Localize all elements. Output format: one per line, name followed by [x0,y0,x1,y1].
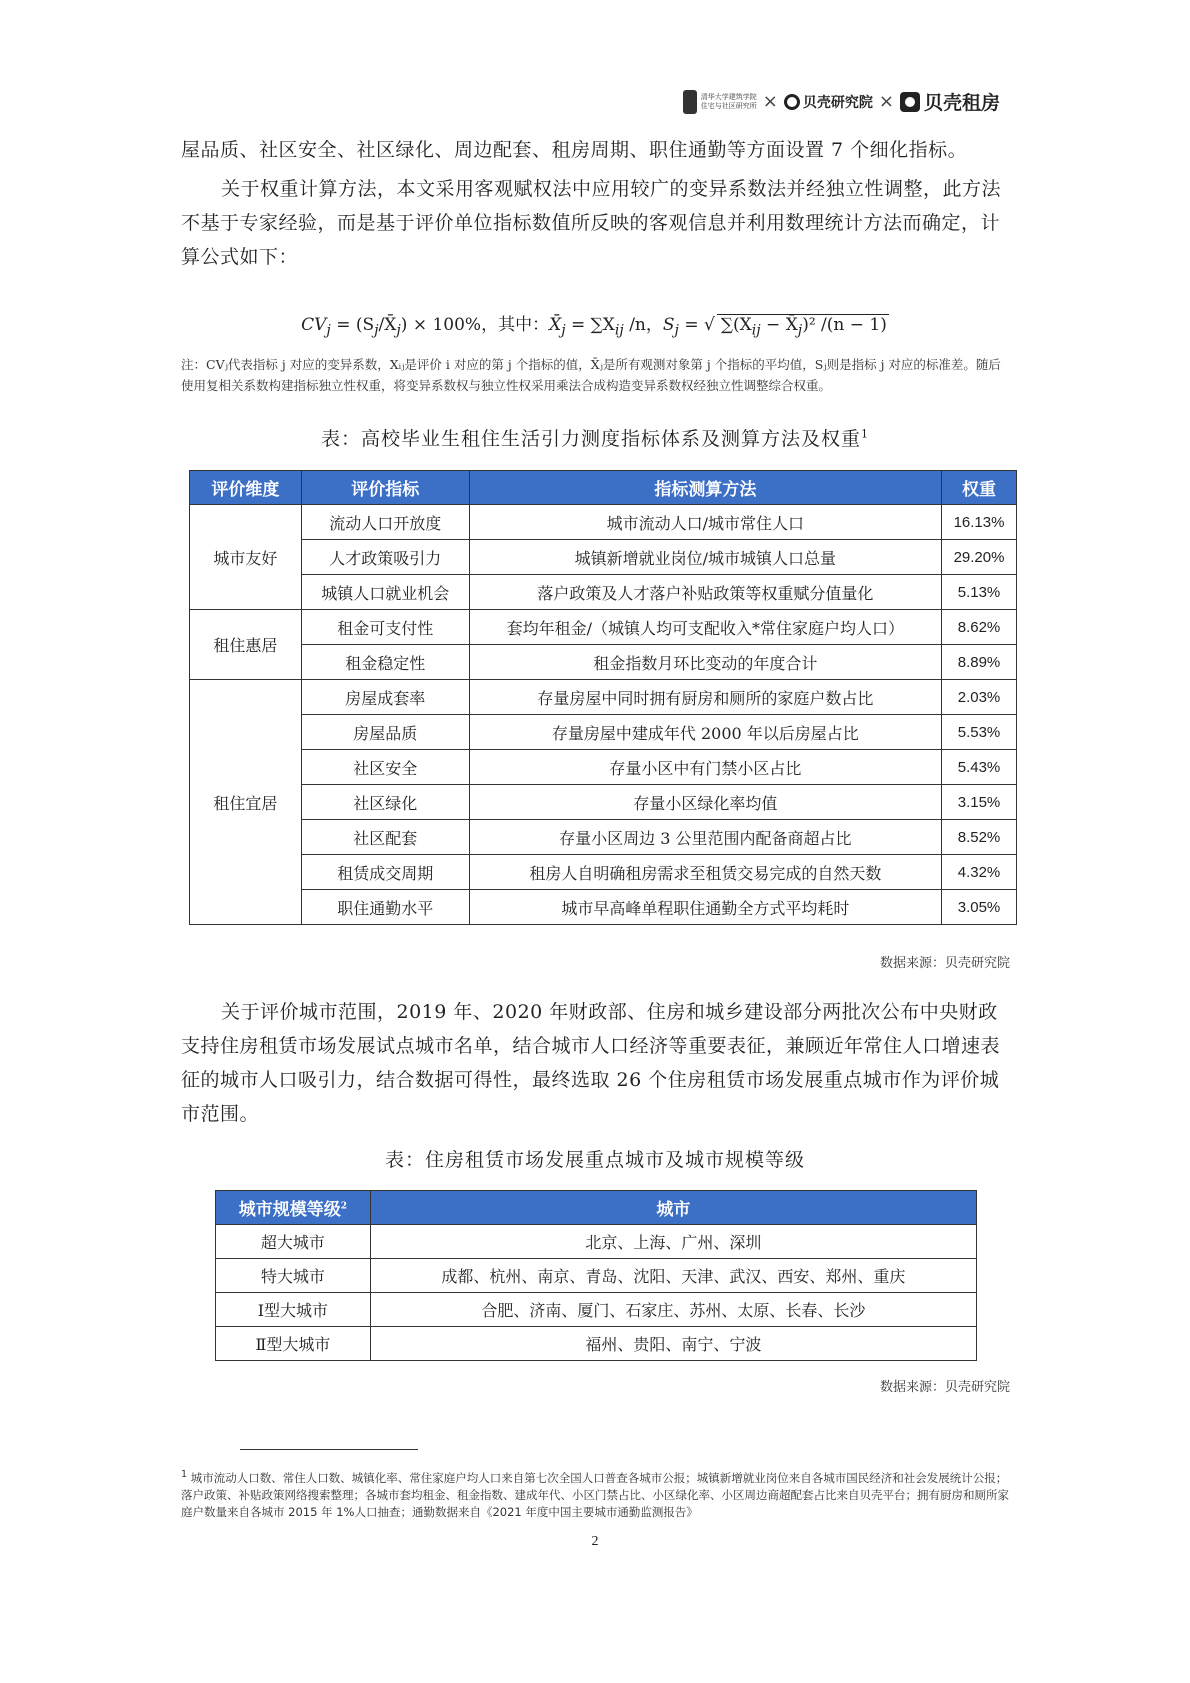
weight-cell: 3.05% [942,890,1017,925]
indicator-cell: 社区安全 [301,750,469,785]
logo1-line1: 清华大学建筑学院 [700,92,757,101]
footnote-rule [240,1449,418,1450]
logo1-line2: 住宅与社区研究所 [700,101,757,110]
weight-cell: 8.62% [942,610,1017,645]
city-table [215,1190,977,1361]
weight-cell: 5.43% [942,750,1017,785]
indicator-cell: 房屋品质 [301,715,469,750]
beike-research-logo [784,92,873,112]
indicator-cell: 房屋成套率 [301,680,469,715]
paragraph-3: 关于评价城市范围，2019 年、2020 年财政部、住房和城乡建设部分两批次公布中央财政支持住房租赁市场发展试点城市名单，结合城市人口经济等重要表征，兼顾近年常住人口增速表征的城市人口吸引力，结合数据可得性，最终选取 26 个住房租赁市场发展重点城市作为评价城市范围。 [181,1001,1001,1125]
cities-cell: 福州、贵阳、南宁、宁波 [370,1327,976,1361]
footnote [181,1466,1011,1521]
city-level-cell: Ⅱ型大城市 [216,1327,371,1361]
method-cell: 城镇新增就业岗位/城市城镇人口总量 [469,540,941,575]
method-cell: 存量房屋中同时拥有厨房和厕所的家庭户数占比 [469,680,941,715]
th-method: 指标测算方法 [469,471,941,505]
logo-separator: × [878,91,894,112]
method-cell: 存量小区周边 3 公里范围内配备商超占比 [469,820,941,855]
indicator-cell: 社区绿化 [301,785,469,820]
table2-source: 数据来源：贝壳研究院 [879,1380,1010,1395]
logo-separator: × [762,91,778,112]
logo3-text: 贝壳租房 [923,92,1000,114]
indicator-cell: 社区配套 [301,820,469,855]
cities-cell: 北京、上海、广州、深圳 [370,1225,976,1259]
indicator-table [189,470,1017,925]
footnote-mark: 1 [181,1469,188,1480]
tsinghua-seal-icon [683,90,697,114]
formula-note: 注：CVⱼ代表指标 j 对应的变异系数，Xᵢⱼ是评价 i 对应的第 j 个指标的值，X̄ⱼ是所有观测对象第 j 个指标的平均值，Sⱼ则是指标 j 对应的标准差。随后使用复相关系数构建指标独立性权重，将变异系数权与独立性权采用乘法合成构造变异系数权经独立性调整综合权重。 [181,357,1001,393]
footnote-text: 城市流动人口数、常住人口数、城镇化率、常住家庭户均人口来自第七次全国人口普查各城市公报；城镇新增就业岗位来自各城市国民经济和社会发展统计公报；落户政策、补贴政策网络搜索整理；各城市套均租金、租金指数、建成年代、小区门禁占比、小区绿化率、小区周边商超配套占比来自贝壳平台；拥有厨房和厕所家庭户数量来自各城市 2015 年 1%人口抽查；通勤数据来自《2021 年度中国主要城市通勤监测报告》 [181,1470,1009,1519]
th-dimension: 评价维度 [190,471,302,505]
method-cell: 存量小区绿化率均值 [469,785,941,820]
page-number: 2 [591,1534,599,1549]
city-level-cell: Ⅰ型大城市 [216,1293,371,1327]
th-weight: 权重 [942,471,1017,505]
indicator-cell: 流动人口开放度 [301,505,469,540]
method-cell: 存量小区中有门禁小区占比 [469,750,941,785]
indicator-cell: 租金可支付性 [301,610,469,645]
dimension-cell: 租住惠居 [190,610,302,680]
table2-caption: 表：住房租赁市场发展重点城市及城市规模等级 [384,1149,805,1171]
th-city-level: 城市规模等级$^2$ [216,1191,371,1225]
th-cities: 城市 [370,1191,976,1225]
table1-caption: 表：高校毕业生租住生活引力测度指标体系及测算方法及权重$^1$ [320,427,869,450]
method-cell: 城市早高峰单程职住通勤全方式平均耗时 [469,890,941,925]
beike-square-icon [900,92,920,112]
tsinghua-logo [683,90,757,114]
indicator-cell: 租赁成交周期 [301,855,469,890]
logo2-text: 贝壳研究院 [802,94,873,111]
weight-cell: 4.32% [942,855,1017,890]
indicator-cell: 租金稳定性 [301,645,469,680]
weight-cell: 5.53% [942,715,1017,750]
cities-cell: 成都、杭州、南京、青岛、沈阳、天津、武汉、西安、郑州、重庆 [370,1259,976,1293]
weight-cell: 8.89% [942,645,1017,680]
weight-cell: 8.52% [942,820,1017,855]
cities-cell: 合肥、济南、厦门、石家庄、苏州、太原、长春、长沙 [370,1293,976,1327]
city-level-cell: 特大城市 [216,1259,371,1293]
weight-cell: 16.13% [942,505,1017,540]
method-cell: 套均年租金/（城镇人均可支配收入*常住家庭户均人口） [469,610,941,645]
city-level-cell: 超大城市 [216,1225,371,1259]
header-logos [683,88,1000,115]
th-indicator: 评价指标 [301,471,469,505]
method-cell: 存量房屋中建成年代 2000 年以后房屋占比 [469,715,941,750]
method-cell: 落户政策及人才落户补贴政策等权重赋分值量化 [469,575,941,610]
dimension-cell: 城市友好 [190,505,302,610]
weight-cell: 2.03% [942,680,1017,715]
weight-cell: 3.15% [942,785,1017,820]
beike-rent-logo [900,88,1000,115]
indicator-cell: 职住通勤水平 [301,890,469,925]
dimension-cell: 租住宜居 [190,680,302,925]
weight-cell: 29.20% [942,540,1017,575]
table1-source: 数据来源：贝壳研究院 [879,956,1010,971]
cv-formula: $CV_j$ = $(S_j/X̄_j) \times 100\%$，其中：$X̄_j = \sum X_{ij}$ /n，$S_j$ = √ $\sum(X_{ij}$ − $X̄_j)^2$ /(n − 1) [301,315,887,339]
paragraph-2: 关于权重计算方法，本文采用客观赋权法中应用较广的变异系数法并经独立性调整，此方法不基于专家经验，而是基于评价单位指标数值所反映的客观信息并利用数理统计方法而确定，计算公式如下： [181,178,1002,268]
method-cell: 城市流动人口/城市常住人口 [469,505,941,540]
beike-ring-icon [784,94,800,110]
indicator-cell: 城镇人口就业机会 [301,575,469,610]
indicator-cell: 人才政策吸引力 [301,540,469,575]
method-cell: 租金指数月环比变动的年度合计 [469,645,941,680]
weight-cell: 5.13% [942,575,1017,610]
paragraph-1: 屋品质、社区安全、社区绿化、周边配套、租房周期、职住通勤等方面设置 7 个细化指标。 [181,139,968,161]
method-cell: 租房人自明确租房需求至租赁交易完成的自然天数 [469,855,941,890]
